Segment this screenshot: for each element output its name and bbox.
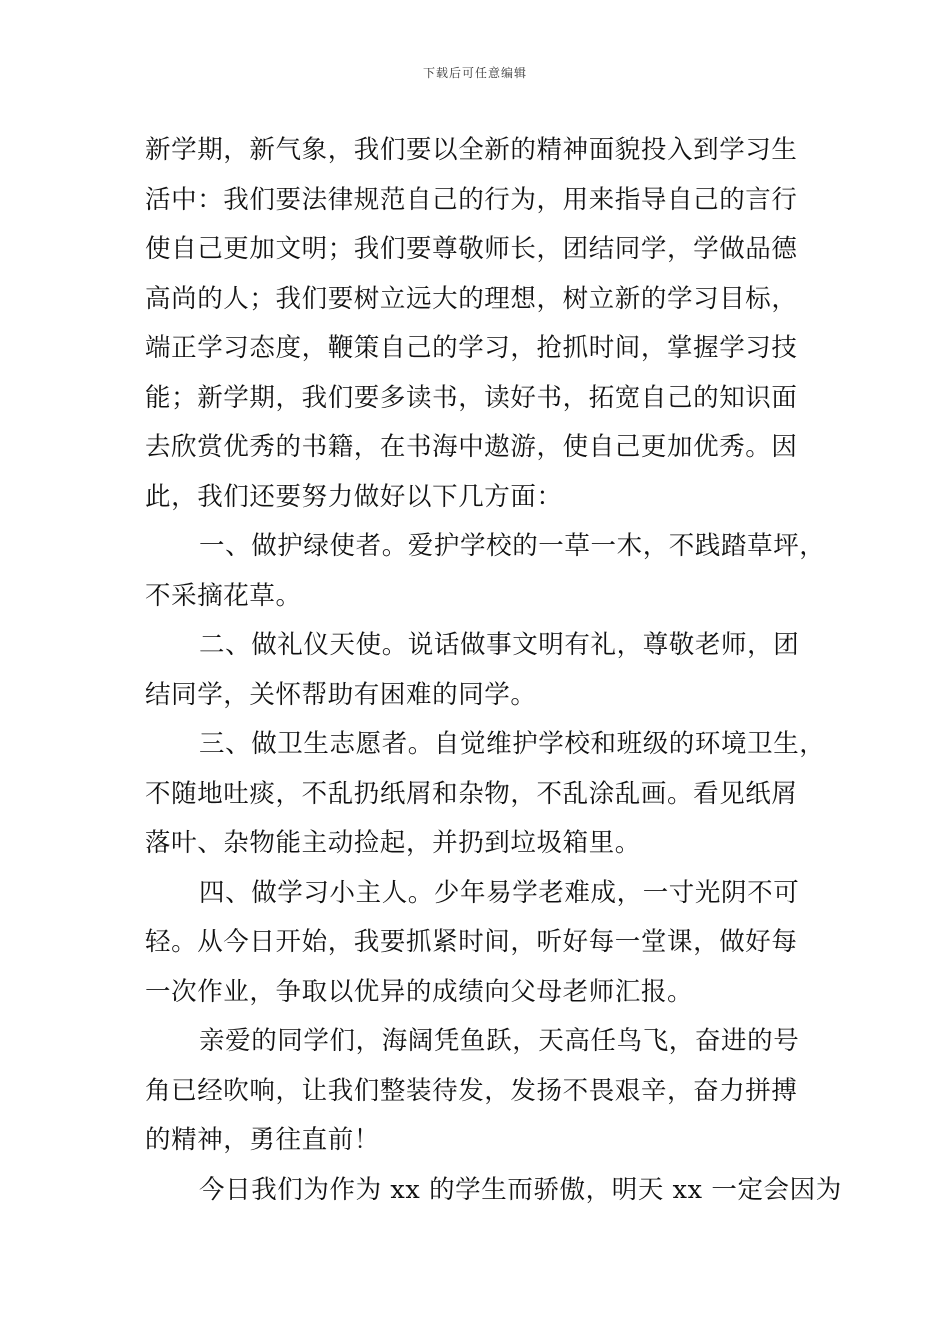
text-line: 三、做卫生志愿者。自觉维护学校和班级的环境卫生， (199, 729, 826, 759)
text-line: 端正学习态度，鞭策自己的学习，抢抓时间，掌握学习技 (145, 333, 798, 363)
text-line: 的精神，勇往直前！ (145, 1125, 380, 1155)
text-line: 角已经吹响，让我们整装待发，发扬不畏艰辛，奋力拼搏 (145, 1075, 798, 1106)
text-line: 高尚的人；我们要树立远大的理想，树立新的学习目标， (145, 283, 798, 314)
text-line: 一、做护绿使者。爱护学校的一草一木，不践踏草坪， (199, 531, 826, 561)
text-line: 此，我们还要努力做好以下几方面： (145, 481, 563, 512)
text-line: 去欣赏优秀的书籍，在书海中遨游，使自己更加优秀。因 (145, 432, 798, 462)
text-line: 四、做学习小主人。少年易学老难成，一寸光阴不可 (199, 877, 800, 908)
text-line: 轻。从今日开始，我要抓紧时间，听好每一堂课，做好每 (145, 927, 798, 957)
document-body (145, 126, 842, 1215)
text-line: 不采摘花草。 (145, 580, 302, 611)
text-line: 结同学，关怀帮助有困难的同学。 (145, 679, 537, 710)
text-line: 落叶、杂物能主动捡起，并扔到垃圾箱里。 (145, 828, 641, 858)
text-line: 亲爱的同学们，海阔凭鱼跃，天高任鸟飞，奋进的号 (199, 1026, 800, 1056)
text-line: 今日我们为作为 xx 的学生而骄傲，明天 xx 一定会因为 (199, 1174, 842, 1205)
text-line: 活中：我们要法律规范自己的行为，用来指导自己的言行 (145, 184, 798, 215)
text-line: 新学期，新气象，我们要以全新的精神面貌投入到学习生 (145, 135, 798, 165)
text-line: 二、做礼仪天使。说话做事文明有礼，尊敬老师，团 (199, 630, 800, 660)
text-line: 使自己更加文明；我们要尊敬师长，团结同学，学做品德 (145, 234, 798, 264)
page-header: 下载后可任意编辑 (422, 66, 527, 80)
text-line: 一次作业，争取以优异的成绩向父母老师汇报。 (145, 976, 694, 1007)
text-line: 能；新学期，我们要多读书，读好书，拓宽自己的知识面 (145, 382, 798, 413)
text-line: 不随地吐痰，不乱扔纸屑和杂物，不乱涂乱画。看见纸屑 (145, 778, 798, 809)
